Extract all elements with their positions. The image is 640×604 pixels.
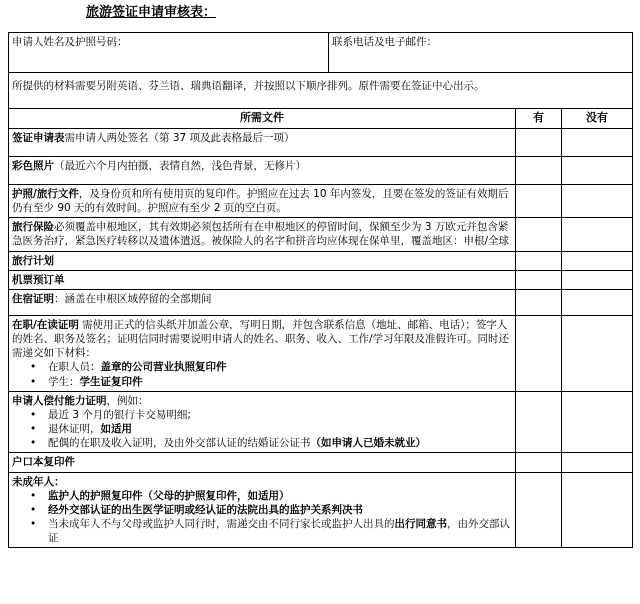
doc-itinerary: 旅行计划 [9,251,516,270]
none-checkbox[interactable] [562,270,633,289]
employment-list [12,360,512,388]
has-checkbox[interactable] [516,184,562,217]
doc-passport: 护照/旅行文件，及身份页和所有使用页的复印件。护照应在过去 10 年内签发，且要在签发的签证有效期后仍有至少 90 天的有效时间。护照应有至少 2 页的空白页。 [9,184,516,217]
has-checkbox[interactable] [516,453,562,472]
header-has: 有 [516,109,562,129]
table-row [9,270,633,289]
list-item: • 学生：学生证复印件 [30,375,512,389]
none-checkbox[interactable] [562,184,633,217]
has-checkbox[interactable] [516,128,562,156]
instruction-note: 所提供的材料需要另附英语、芬兰语、瑞典语翻译，并按照以下顺序排列。原件需要在签证中心出示。 [9,73,633,109]
list-item: • 当未成年人不与父母或监护人同行时，需递交由不同行家长或监护人出具的出行同意书，由外交部认证 [30,517,512,545]
none-checkbox[interactable] [562,289,633,315]
table-row [9,128,633,156]
info-row [9,33,633,73]
table-row [9,289,633,315]
doc-insurance: 旅行保险必须覆盖申根地区，其有效期必须包括所有在申根地区的停留时间，保额至少为 3 万欧元并包含紧急医务治疗，紧急医疗转移以及遗体遣返。被保险人的名字和拼音均应体现在保单里，覆盖地区：申根/全球 [9,218,516,251]
table-row [9,218,633,251]
none-checkbox[interactable] [562,391,633,453]
header-row [9,109,633,129]
none-checkbox[interactable] [562,251,633,270]
doc-application-form: 签证申请表需申请人两处签名（第 37 项及此表格最后一项） [9,128,516,156]
has-checkbox[interactable] [516,315,562,391]
name-passport-field[interactable]: 申请人姓名及护照号码： [9,33,329,73]
list-item: • 在职人员：盖章的公司营业执照复印件 [30,360,512,374]
doc-minor: 未成年人： • 监护人的护照复印件（父母的护照复印件，如适用） • 经外交部认证的出生医学证明或经认证的法院出具的监护关系判决书 • 当未成年人不与父母或监护人同行时，需递交由不同行家长或监护人出具的出行同意书，由外交部认证 [9,472,516,548]
finance-list [12,408,512,451]
minor-list [12,489,512,546]
doc-ticket: 机票预订单 [9,270,516,289]
doc-finance: 申请人偿付能力证明，例如： • 最近 3 个月的银行卡交易明细; • 退休证明，如适用 • 配偶的在职及收入证明，及由外交部认证的结婚证公证书（如申请人已婚未就业） [9,391,516,453]
note-row [9,73,633,109]
list-item: • 最近 3 个月的银行卡交易明细; [30,408,512,422]
none-checkbox[interactable] [562,472,633,548]
none-checkbox[interactable] [562,315,633,391]
checklist-table [8,32,633,548]
list-item: • 经外交部认证的出生医学证明或经认证的法院出具的监护关系判决书 [30,503,512,517]
has-checkbox[interactable] [516,391,562,453]
header-docs: 所需文件 [9,109,516,129]
doc-photo: 彩色照片（最近六个月内拍摄，表情自然，浅色背景，无修片） [9,156,516,184]
list-item: • 配偶的在职及收入证明，及由外交部认证的结婚证公证书（如申请人已婚未就业） [30,436,512,450]
doc-accommodation: 住宿证明：涵盖在申根区域停留的全部期间 [9,289,516,315]
has-checkbox[interactable] [516,472,562,548]
doc-employment: 在职/在读证明 需使用正式的信头纸并加盖公章，写明日期，并包含联系信息（地址、邮箱、电话）；签字人的姓名、职务及签名；证明信同时需要说明申请人的姓名、职务、收入、工作/学习年限及准假许可。同时还需递交如下材料： • 在职人员：盖章的公司营业执照复印件 • 学生：学生证复印件 [9,315,516,391]
list-item: • 监护人的护照复印件（父母的护照复印件，如适用） [30,489,512,503]
table-row [9,472,633,548]
contact-field[interactable]: 联系电话及电子邮件： [329,33,633,73]
table-row [9,251,633,270]
list-item: • 退休证明，如适用 [30,422,512,436]
none-checkbox[interactable] [562,453,633,472]
none-checkbox[interactable] [562,128,633,156]
form-title: 旅游签证申请审核表： [86,5,217,20]
has-checkbox[interactable] [516,251,562,270]
table-row [9,391,633,453]
has-checkbox[interactable] [516,270,562,289]
doc-hukou: 户口本复印件 [9,453,516,472]
none-checkbox[interactable] [562,156,633,184]
has-checkbox[interactable] [516,289,562,315]
has-checkbox[interactable] [516,156,562,184]
none-checkbox[interactable] [562,218,633,251]
header-none: 没有 [562,109,633,129]
table-row [9,453,633,472]
table-row [9,315,633,391]
table-row [9,184,633,217]
has-checkbox[interactable] [516,218,562,251]
table-row [9,156,633,184]
